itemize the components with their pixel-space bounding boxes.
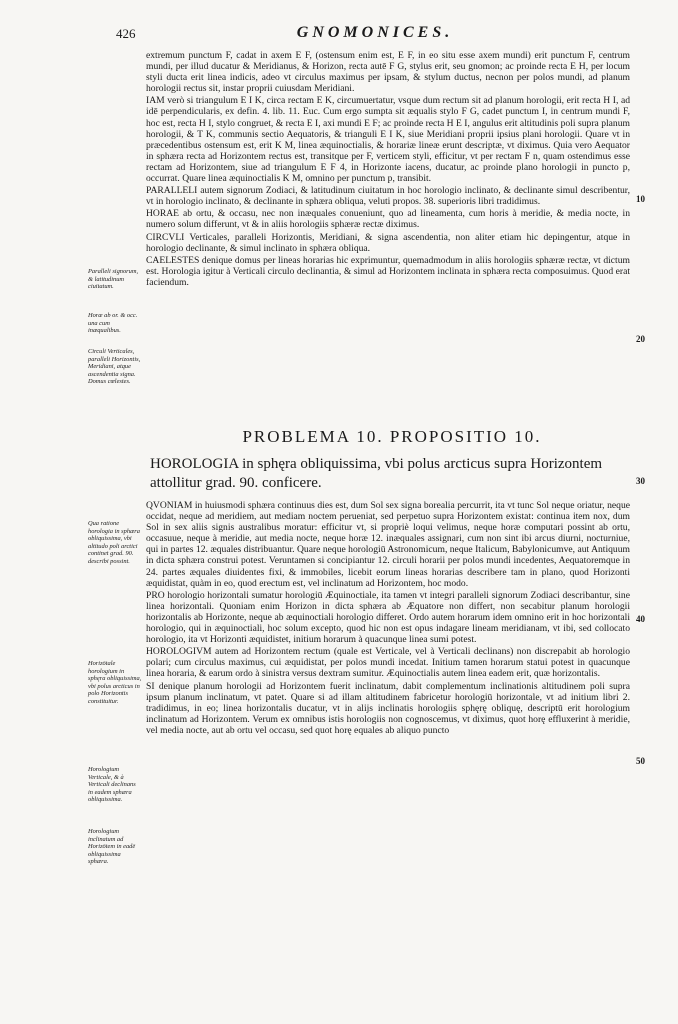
margin-note: Horizōtale horologium in sphęra obliquissima, vbi polus arcticus in polo Horizontis constituitur.	[88, 660, 142, 705]
paragraph: HORAE ab ortu, & occasu, nec non inæquales conueniunt, quo ad lineamenta, cum horis à meridie, & media nocte, in numero solum differunt, vt & in aliis horologiis sphæræ rectæ diximus.	[146, 208, 630, 231]
problem-heading: PROBLEMA 10. PROPOSITIO 10.	[242, 427, 542, 446]
line-number: 30	[636, 476, 645, 486]
line-number: 50	[636, 756, 645, 766]
margin-note: Horæ ab or. & occ. una cum inæqualibus.	[88, 312, 138, 335]
line-number: 10	[636, 194, 645, 204]
paragraph: CAELESTES denique domus per lineas horarias hic exprimuntur, quemadmodum in aliis horologiis sphæræ rectæ, vt dictum est. Horologia igitur à Verticali circulo declinantia, & simul ad Horizontem inclinata in sphæra recta composuimus. Quod erat faciendum.	[146, 254, 630, 288]
line-number: 20	[636, 334, 645, 344]
page-number: 426	[116, 26, 136, 41]
paragraph: QVONIAM in huiusmodi sphæra continuus dies est, dum Sol sex signa borealia percurrit, ita vt tunc Sol neque oriatur, neque occidat, neque ad meridiem, aut mediam noctem perueniat, sed perpetuo supra Horizontem existat: continua item nox, dum Sol in sex aliis signis australibus moratur: efficitur vt, si propriè loqui velimus, neque horæ computari possint ab ortu, occasuue, neque à meridie, aut media nocte, neque horæ 12. inæquales assignari, cum non sint ibi arcus diurni, nocturniue, qui in partes 12. æquales distribuantur. Quare neque horologiū Astronomicum, neque Italicum, Babylonicumve, aut Antiquum in dicta sphæra construi potest. Veruntamen si concipiantur 12. circuli horarii per polos mundi incedentes, Aequatoremque in 24. partes æquales diuidentes fixi, & immobiles, licebit eorum lineas horarias describere tam in plano, quod Horizonti æquidistat, quàm in eo, quod erectum est, vel inclinatum ad Horizontem, hoc modo.	[146, 500, 630, 589]
margin-note: Paralleli signorum, & latitudinum ciuitatum.	[88, 268, 139, 291]
margin-note: Qua ratione horologia in sphæra obliquissima, vbi altitudo poli arctici continet grad. 90. describi possint.	[88, 520, 140, 565]
paragraph: extremum punctum F, cadat in axem E F, (ostensum enim est, E F, in eo situ esse axem mundi) erit punctum F, centrum mundi, per illud ducatur & Meridianus, & Horizon, recta autē F G, stylus erit, seu gnomon; ac proinde recta E H, per locum styli ducta erit linea indicis, adeo vt circulus maximus per ipsam, & stylum ductus, necnon per polos mundi, ad planum horologii rectus sit, instar proprii cuiusdam Meridiani.	[146, 50, 630, 95]
line-number: 40	[636, 614, 645, 624]
problem-title: HOROLOGIA in sphęra obliquissima, vbi polus arcticus supra Horizontem attollitur grad. 90. conficere.	[150, 456, 603, 491]
bottom-text-block	[146, 500, 630, 737]
top-text-block	[146, 50, 630, 289]
paragraph: CIRCVLI Verticales, paralleli Horizontis, Meridiani, & signa ascendentia, non aliter etiam hic depingentur, atque in horologio declinante, & simul inclinato in sphæra obliqua.	[146, 231, 630, 254]
paragraph: HOROLOGIVM autem ad Horizontem rectum (quale est Verticale, vel à Verticali declinans) non discrepabit ab horologio polari; cum circulus maximus, cui æquidistat, per polos mundi incedat. Initium tamen horarum statui potest in quacunque linea horaria, & earum ordo à sinistra versus dextram sumitur. Æquinoctialis autem linea eadem erit, quæ horizontalis.	[146, 646, 630, 680]
margin-note: Horologium Verticale, & à Verticali declinans in eadem sphæra obliquissima.	[88, 766, 136, 804]
margin-note: Horologium inclinatum ad Horizōtem in eadē obliquissima sphæra.	[88, 828, 136, 866]
page-header	[110, 26, 640, 46]
margin-note: Circuli Verticales, paralleli Horizontis, Meridiani, atque ascendentia signa. Domus cœlestes.	[88, 348, 141, 386]
paragraph: PRO horologio horizontali sumatur horologiū Æquinoctiale, ita tamen vt integri paralleli signorum Zodiaci describantur, sine linea horizontali. Quoniam enim Horizon in dicta sphæra ab Æquatore non differt, non secabitur planum horologii horizontalis ab Horizonte, neque ab æquinoctiali horologio differet. Ordo autem horarum idem omnino erit in hoc horizontali horologio, qui in æquinoctiali, hoc solum excepto, quod hic non est opus indagare lineam meridianam, vt ibi, sed collocato horologio, ita vt Horizonti æquidistet, initium horarum à quacunque linea sumi potest.	[146, 589, 630, 646]
paragraph: IAM verò si triangulum E I K, circa rectam E K, circumuertatur, vsque dum rectum sit ad planum horologii, erit recta H I, ad idē perpendicularis, ex defin. 4. lib. 11. Euc. Cum ergo sumpta sit æqualis stylo F G, cadet punctum I, in centrum mundi F, hoc est, recta H I, stylo congruet, & recta E I, axi mundi E F; ac proinde recta H E I, angulus erit altitudinis poli supra planum horologii, & T K, communis sectio Aequatoris, & trianguli E I K, siue Meridiani proprii ipsius plani horologii. Quare vt in præcedentibus ostensum est, erit K M, linea æquinoctialis, & horariæ lineæ erunt descriptæ, vt diximus. Quia vero Aequator in sphæra recta ad Horizontem rectus est, transitque per F, verticem styli, efficitur, vt per rectam F n, quam ostendimus esse rectam ad Horizontem, siue ad triangulum E F 4, in Horizonte iacens, ducatur, ac proinde plano horologii in puncto p, occurrat. Quare linea æquinoctialis K M, omnino per punctum p, transibit.	[146, 95, 630, 185]
paragraph: SI denique planum horologii ad Horizontem fuerit inclinatum, dabit complementum inclinationis altitudinem poli supra ipsum planum inclinatum, vt patet. Quare si ad illam altitudinem fabricetur horologiū horizontale, vt ad initium libri 2. tradidimus, in eo; linea horizontalis ducatur, vt in alijs inclinatis horologiis sphęrę obliquę, descriptū erit horologium inclinatum ad Horizontem. Verum ex omnibus istis horologiis non cognoscemus, vt diximus, quot horę effluxerint à meridie, vel media nocte, aut ab ortu vel occasu, sed quot horę equales ab aliquo puncto	[146, 680, 630, 736]
paragraph: PARALLELI autem signorum Zodiaci, & latitudinum ciuitatum in hoc horologio inclinato, & declinante simul describentur, vt in horologio inclinato, & declinante in sphæra obliqua, veluti propos. 38. superioris libri tradidimus.	[146, 185, 630, 208]
running-title: GNOMONICES.	[296, 24, 454, 41]
